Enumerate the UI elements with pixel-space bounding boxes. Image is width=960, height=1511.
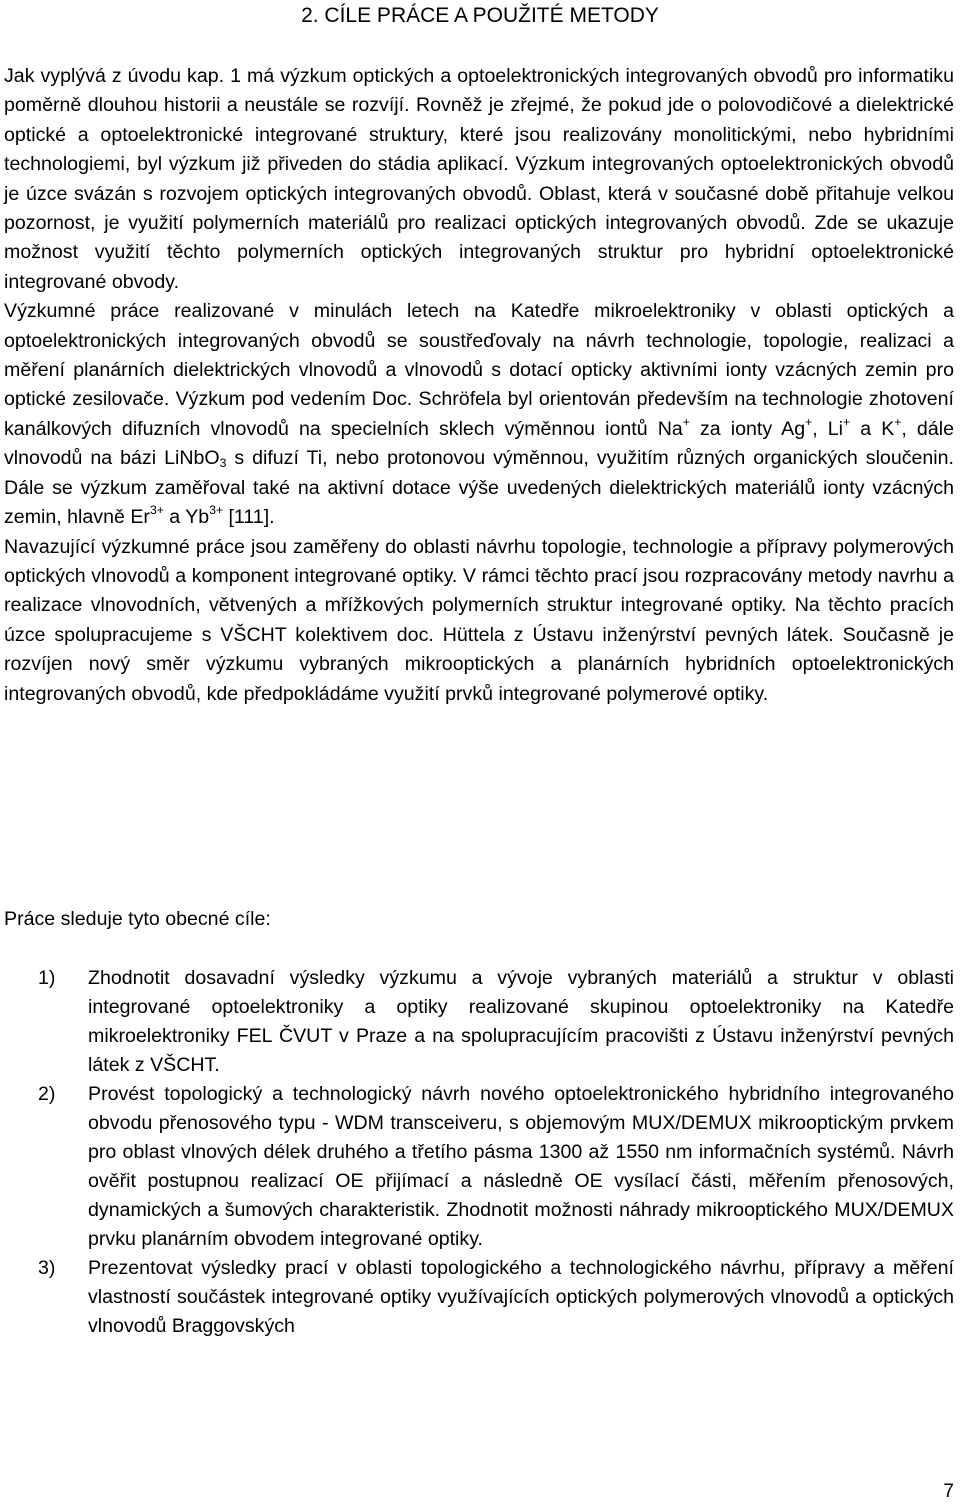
superscript: + bbox=[682, 414, 690, 429]
goal-item bbox=[4, 1080, 954, 1254]
superscript: 3+ bbox=[209, 502, 224, 517]
goals-intro: Práce sleduje tyto obecné cíle: bbox=[4, 908, 271, 930]
goal-item bbox=[4, 964, 954, 1080]
text-run: LiNbO bbox=[164, 447, 220, 470]
section-heading: 2. CÍLE PRÁCE A POUŽITÉ METODY bbox=[301, 4, 659, 27]
goal-number: 2) bbox=[38, 1083, 56, 1105]
text-run: a bbox=[850, 417, 882, 440]
paragraph-research-history bbox=[4, 297, 954, 532]
subscript: 3 bbox=[219, 456, 227, 471]
text-run: Yb bbox=[185, 506, 210, 529]
superscript: + bbox=[843, 414, 851, 429]
text-run: Er bbox=[130, 506, 150, 529]
body-text bbox=[4, 62, 954, 709]
superscript: + bbox=[894, 414, 902, 429]
goal-number: 3) bbox=[38, 1257, 56, 1279]
text-run: , bbox=[812, 417, 828, 440]
page-number: 7 bbox=[943, 1481, 954, 1502]
goal-text: Prezentovat výsledky prací v oblasti topologického a technologického návrhu, přípravy a měření vlastností součástek integrované optiky využívajících optických polymerových vlnovodů a optických vlnovodů Braggovských bbox=[88, 1257, 954, 1337]
superscript: + bbox=[805, 414, 813, 429]
text-run: Li bbox=[827, 417, 844, 440]
goal-number: 1) bbox=[38, 967, 56, 989]
goal-text: Zhodnotit dosavadní výsledky výzkumu a vývoje vybraných materiálů a struktur v oblasti integrované optoelektroniky a optiky realizované skupinou optoelektroniky na Katedře mikroelektroniky FEL ČVUT v Praze a na spolupracujícím pracovišti z Ústavu inženýrství pevných látek z VŠCHT. bbox=[88, 967, 954, 1076]
text-run: za ionty bbox=[689, 417, 782, 440]
paragraph-intro: Jak vyplývá z úvodu kap. 1 má výzkum optických a optoelektronických integrovaných obvodů pro informatiku poměrně dlouhou historii a neustále se rozvíjí. Rovněž je zřejmé, že pokud jde o polovodičové a dielektrické optické a optoelektronické integrované struktury, které jsou realizovány monolitickými, nebo hybridními technologiemi, byl výzkum již přiveden do stádia aplikací. Výzkum integrovaných optoelektronických obvodů je úzce svázán s rozvojem optických integrovaných obvodů. Oblast, která v současné době přitahuje velkou pozornost, je využití polymerních materiálů pro realizaci optických integrovaných obvodů. Zde se ukazuje možnost využití těchto polymerních optických integrovaných struktur pro hybridní optoelektronické integrované obvody. bbox=[4, 65, 954, 293]
goals-list bbox=[4, 964, 954, 1341]
goal-text: Provést topologický a technologický návrh nového optoelektronického hybridního integrovaného obvodu přenosového typu - WDM transceiveru, s objemovým MUX/DEMUX mikrooptickým prvkem pro oblast vlnových délek druhého a třetího pásma 1300 až 1550 nm informačních systémů. Návrh ověřit postupnou realizací OE přijímací a následně OE vysílací části, měřením přenosových, dynamických a šumových charakteristik. Zhodnotit možnosti náhrady mikrooptického MUX/DEMUX prvku planárním obvodem integrované optiky. bbox=[88, 1083, 954, 1250]
text-run: [111]. bbox=[223, 506, 275, 529]
paragraph-follow-up: Navazující výzkumné práce jsou zaměřeny do oblasti návrhu topologie, technologie a přípravy polymerových optických vlnovodů a komponent integrované optiky. V rámci těchto prací jsou rozpracovány metody navrhu a realizace vlnovodních, větvených a mřížkových polymerních struktur integrované optiky. Na těchto pracích úzce spolupracujeme s VŠCHT kolektivem doc. Hüttela z Ústavu inženýrství pevných látek. Současně je rozvíjen nový směr výzkumu vybraných mikrooptických a planárních hybridních optoelektronických integrovaných obvodů, kde předpokládáme využití prvků integrované polymerové optiky. bbox=[4, 535, 954, 705]
text-run: Výzkumné práce realizované v minulách letech na Katedře mikroelektroniky v oblasti optických a optoelektronických integrovaných obvodů se soustřeďovaly na návrh technologie, topologie, realizaci a měření planárních dielektrických vlnovodů a vlnovodů s dotací opticky aktivními ionty vzácných zemin pro optické zesilovače. Výzkum pod vedením Doc. Schröfela byl orientován především na technologie zhotovení kanálkových difuzních vlnovodů na specielních sklech výměnnou iontů bbox=[4, 300, 954, 440]
text-run: s difuzí Ti, nebo protonovou výměnnou, využitím různých organických sloučenin. Dále se výzkum zaměřoval také na aktivní dotace výše uvedených dielektrických materiálů ionty vzácných zemin, hlavně bbox=[4, 447, 954, 529]
goal-item bbox=[4, 1254, 954, 1341]
text-run: a bbox=[163, 506, 186, 529]
text-run: , dále vlnovodů na bázi bbox=[4, 417, 954, 470]
text-run: K bbox=[881, 417, 895, 440]
text-run: Ag bbox=[781, 417, 806, 440]
text-run: Na bbox=[657, 417, 683, 440]
superscript: 3+ bbox=[149, 502, 164, 517]
